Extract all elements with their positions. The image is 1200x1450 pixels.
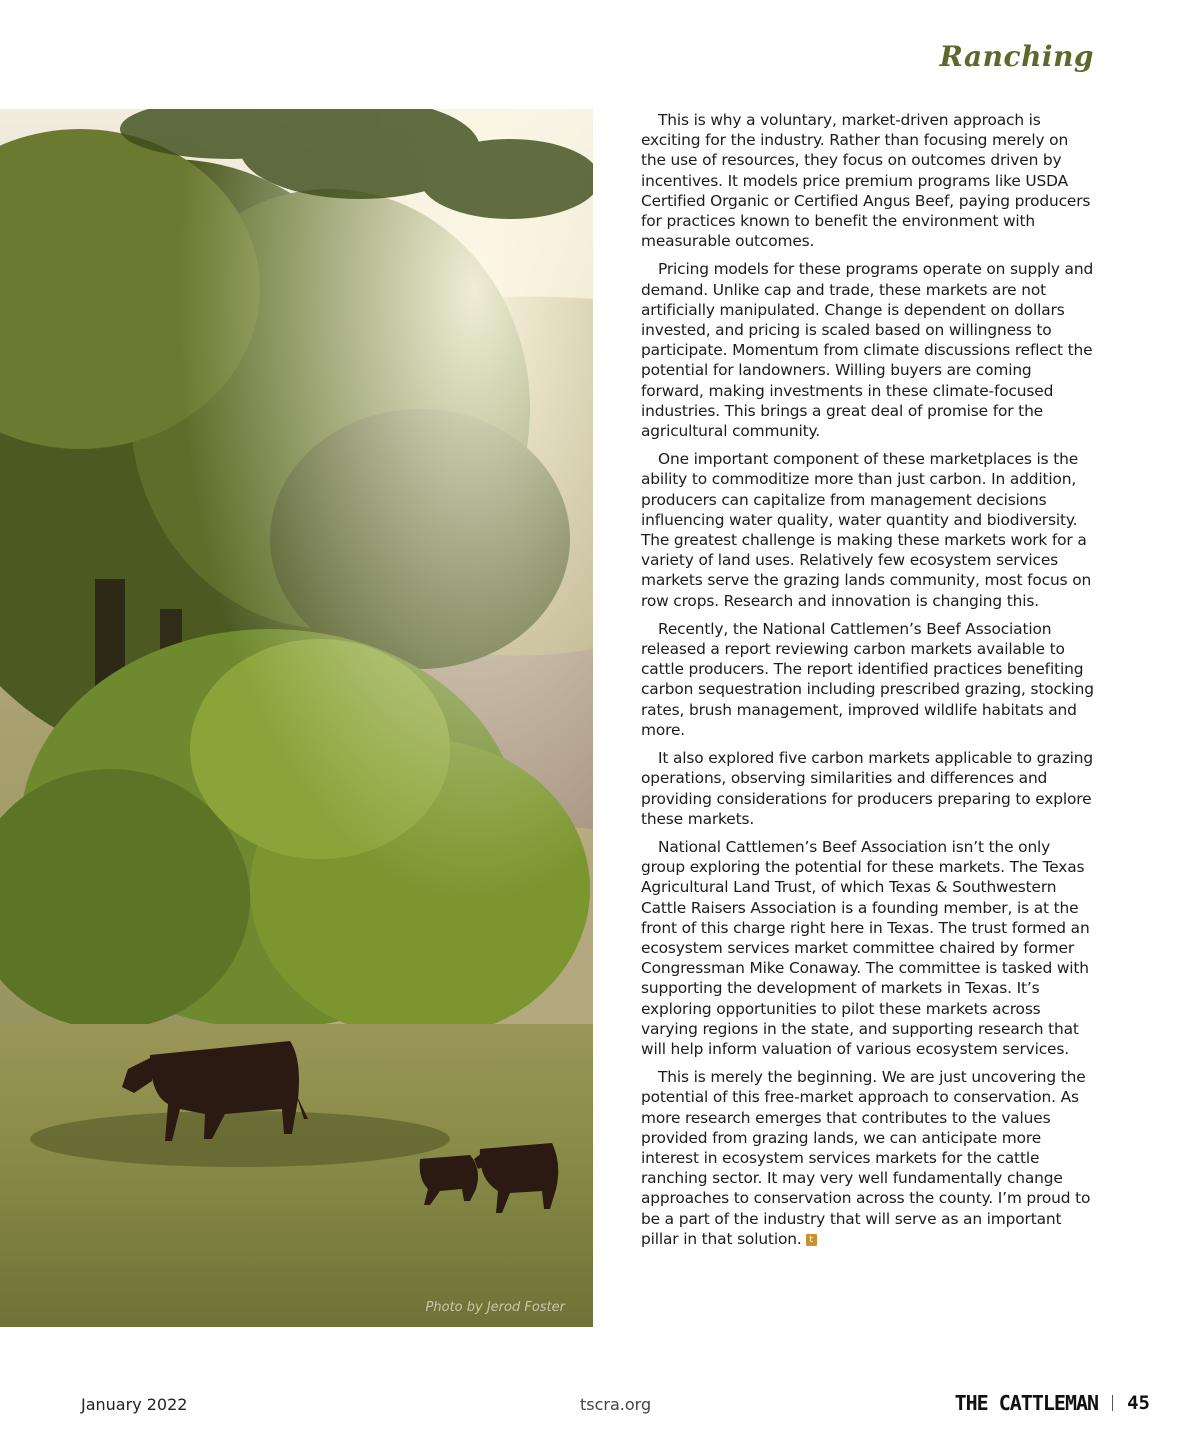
paragraph: One important component of these marketplaces is the ability to commoditize more than just carbon. In addition, producers can capitalize from management decisions influencing water quality, water quantity and biodiversity. The greatest challenge is making these markets work for a variety of land uses. Relatively few ecosystem services markets serve the grazing lands community, most focus on row crops. Research and innovation is changing this. bbox=[641, 450, 1092, 610]
footer-website: tscra.org bbox=[580, 1395, 652, 1414]
paragraph: Pricing models for these programs operate on supply and demand. Unlike cap and trade, these markets are not artificially manipulated. Change is dependent on dollars invested, and pricing is scaled based on willingness to participate. Momentum from climate discussions reflect the potential for landowners. Willing buyers are coming forward, making investments in these climate-focused industries. This brings a great deal of promise for the agricultural community. bbox=[641, 260, 1094, 441]
paragraph: It also explored five carbon markets applicable to grazing operations, observing similarities and differences and providing considerations for producers preparing to explore these markets. bbox=[641, 749, 1094, 828]
photo-credit: Photo by Jerod Foster bbox=[425, 1300, 565, 1315]
paragraph-text: This is merely the beginning. We are just uncovering the potential of this free-market approach to conservation. As more research emerges that contributes to the values provided from grazing lands, we can anticipate more interest in ecosystem services markets for the cattle ranching sector. It may very well fundamentally change approaches to conservation across the county. I’m proud to be a part of the industry that will serve as an important pillar in that solution. bbox=[641, 1068, 1091, 1248]
page-number: 45 bbox=[1127, 1392, 1150, 1414]
footer-divider bbox=[1112, 1395, 1113, 1411]
article-body bbox=[641, 110, 1097, 1257]
paragraph: Recently, the National Cattlemen’s Beef Association released a report reviewing carbon markets available to cattle producers. The report identified practices benefiting carbon sequestration including prescribed grazing, stocking rates, brush management, improved wildlife habitats and more. bbox=[641, 619, 1094, 739]
footer-date: January 2022 bbox=[81, 1395, 188, 1414]
magazine-name: THE CATTLEMAN bbox=[954, 1391, 1099, 1415]
paragraph-last bbox=[641, 1067, 1097, 1249]
paragraph: National Cattlemen’s Beef Association isn’t the only group exploring the potential for these markets. The Texas Agricultural Land Trust, of which Texas & Southwestern Cattle Raisers Association is a founding member, is at the front of this charge right here in Texas. The trust formed an ecosystem services market committee chaired by former Congressman Mike Conaway. The committee is tasked with supporting the development of markets in Texas. It’s exploring opportunities to pilot these markets across varying regions in the state, and supporting research that will help inform valuation of various ecosystem services. bbox=[641, 837, 1090, 1058]
section-title: Ranching bbox=[939, 40, 1094, 73]
pasture-cattle-photo bbox=[0, 109, 593, 1327]
footer-brand bbox=[955, 1391, 1150, 1415]
end-mark-icon: t bbox=[806, 1234, 817, 1246]
paragraph: This is why a voluntary, market-driven approach is exciting for the industry. Rather than focusing merely on the use of resources, they focus on outcomes driven by incentives. It models price premium programs like USDA Certified Organic or Certified Angus Beef, paying producers for practices known to benefit the environment with measurable outcomes. bbox=[641, 111, 1091, 251]
